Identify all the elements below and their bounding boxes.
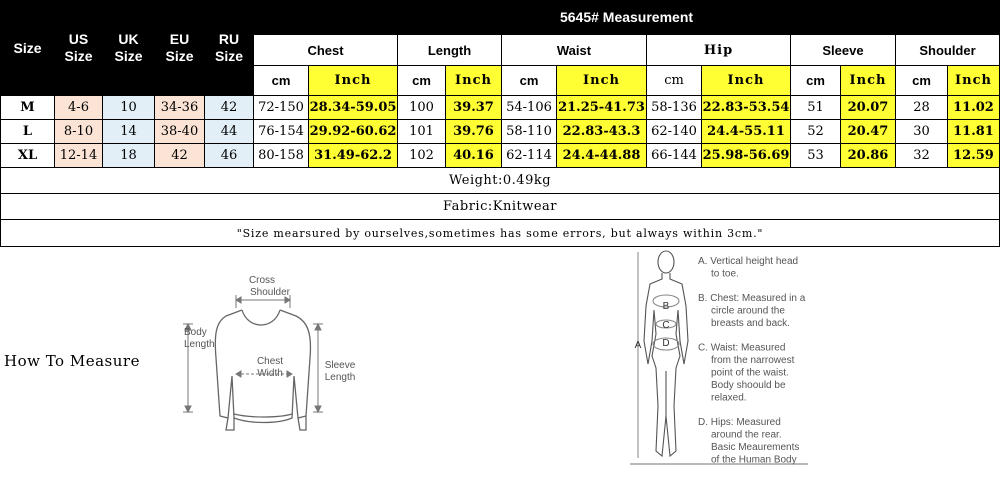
- table-row: [1, 144, 1000, 168]
- cell-uk: 10: [103, 96, 155, 120]
- body-note-line: around the rear.: [711, 429, 782, 441]
- cell-hip-cm: 58-136: [647, 96, 702, 120]
- fabric-row: Fabric:Knitwear: [1, 194, 1000, 220]
- body-note-line: D. Hips: Measured: [698, 417, 781, 428]
- cell-sleeve-in: 20.07: [841, 96, 896, 120]
- how-to-measure-label: How To Measure: [4, 352, 140, 370]
- cell-shoulder-in: 11.02: [948, 96, 1000, 120]
- body-note-line: Basic Meaurements: [711, 442, 800, 453]
- cell-waist-cm: 62-114: [502, 144, 557, 168]
- size-note: "Size mearsured by ourselves,sometimes has some errors, but always within 3cm.": [1, 220, 1000, 247]
- cell-waist-in: 21.25-41.73: [557, 96, 647, 120]
- cell-size: M: [1, 96, 55, 120]
- chest-width-label-1: Chest: [256, 356, 284, 367]
- cell-ru: 44: [205, 120, 254, 144]
- body-notes: [698, 256, 806, 466]
- unit-cm-header: cm: [502, 66, 557, 96]
- cell-shoulder-in: 12.59: [948, 144, 1000, 168]
- cell-eu: 34-36: [155, 96, 205, 120]
- us-size-header: US Size: [55, 1, 103, 96]
- size-header: Size: [1, 1, 55, 96]
- sweater-dimension-lines: [183, 295, 323, 412]
- cell-chest-in: 31.49-62.2: [309, 144, 398, 168]
- unit-cm-header: cm: [896, 66, 948, 96]
- unit-cm-header: cm: [791, 66, 841, 96]
- cell-ru: 42: [205, 96, 254, 120]
- cell-waist-cm: 54-106: [502, 96, 557, 120]
- cell-waist-in: 22.83-43.3: [557, 120, 647, 144]
- cell-length-in: 39.76: [446, 120, 502, 144]
- cell-waist-in: 24.4-44.88: [557, 144, 647, 168]
- sleeve-length-label-1: Sleeve: [324, 360, 356, 371]
- cross-shoulder-label-2: Shoulder: [249, 287, 291, 298]
- unit-inch-header: Inch: [702, 66, 791, 96]
- marker-d: D: [662, 338, 670, 349]
- ru-size-header: RU Size: [205, 1, 254, 96]
- cell-size: XL: [1, 144, 55, 168]
- cell-length-cm: 100: [398, 96, 446, 120]
- unit-inch-header: Inch: [841, 66, 896, 96]
- cell-chest-cm: 72-150: [254, 96, 309, 120]
- cell-hip-cm: 62-140: [647, 120, 702, 144]
- body-note-line: circle around the: [711, 305, 785, 317]
- cell-sleeve-cm: 51: [791, 96, 841, 120]
- body-note-line: of the Human Body: [711, 454, 797, 466]
- cell-waist-cm: 58-110: [502, 120, 557, 144]
- group-header-hip: Hip: [647, 35, 791, 66]
- unit-inch-header: Inch: [446, 66, 502, 96]
- body-note-line: C. Waist: Measured: [698, 342, 786, 354]
- unit-inch-header: Inch: [948, 66, 1000, 96]
- cell-size: L: [1, 120, 55, 144]
- cell-eu: 42: [155, 144, 205, 168]
- cell-uk: 14: [103, 120, 155, 144]
- cell-us: 4-6: [55, 96, 103, 120]
- eu-size-header: EU Size: [155, 1, 205, 96]
- cell-length-in: 40.16: [446, 144, 502, 168]
- body-note-line: from the narrowest: [711, 355, 795, 366]
- body-note-line: A. Vertical height head: [698, 256, 799, 267]
- weight-row: Weight:0.49kg: [1, 168, 1000, 194]
- cell-shoulder-cm: 32: [896, 144, 948, 168]
- marker-a: A: [634, 340, 642, 351]
- group-header-chest: Chest: [254, 35, 398, 66]
- cell-shoulder-in: 11.81: [948, 120, 1000, 144]
- cell-ru: 46: [205, 144, 254, 168]
- cell-us: 12-14: [55, 144, 103, 168]
- unit-inch-header: Inch: [557, 66, 647, 96]
- body-measure-diagram: [622, 246, 822, 468]
- table-row: [1, 120, 1000, 144]
- cell-uk: 18: [103, 144, 155, 168]
- cell-chest-cm: 80-158: [254, 144, 309, 168]
- unit-cm-header: cm: [647, 66, 702, 96]
- unit-inch-header: Inch: [309, 66, 398, 96]
- cross-shoulder-label-1: Cross: [248, 275, 276, 286]
- marker-b: B: [662, 301, 670, 312]
- sleeve-length-label-2: Length: [324, 372, 356, 383]
- group-header-shoulder: Shoulder: [896, 35, 1000, 66]
- body-note-line: relaxed.: [711, 392, 747, 404]
- cell-shoulder-cm: 28: [896, 96, 948, 120]
- cell-sleeve-cm: 53: [791, 144, 841, 168]
- cell-hip-cm: 66-144: [647, 144, 702, 168]
- human-figure: [644, 251, 688, 456]
- unit-cm-header: cm: [254, 66, 309, 96]
- body-note-line: breasts and back.: [711, 318, 790, 329]
- cell-shoulder-cm: 30: [896, 120, 948, 144]
- cell-length-cm: 102: [398, 144, 446, 168]
- cell-hip-in: 22.83-53.54: [702, 96, 791, 120]
- cell-hip-in: 25.98-56.69: [702, 144, 791, 168]
- cell-hip-in: 24.4-55.11: [702, 120, 791, 144]
- cell-length-in: 39.37: [446, 96, 502, 120]
- cell-sleeve-in: 20.86: [841, 144, 896, 168]
- sweater-measure-diagram: [170, 268, 370, 443]
- body-length-label-2: Length: [184, 339, 215, 350]
- cell-chest-cm: 76-154: [254, 120, 309, 144]
- group-header-sleeve: Sleeve: [791, 35, 896, 66]
- cell-eu: 38-40: [155, 120, 205, 144]
- body-length-label-1: Body: [184, 327, 207, 338]
- chest-width-label-2: Width: [257, 368, 283, 379]
- body-note-line: B. Chest: Measured in a: [698, 293, 806, 304]
- table-row: [1, 96, 1000, 120]
- uk-size-header: UK Size: [103, 1, 155, 96]
- cell-chest-in: 29.92-60.62: [309, 120, 398, 144]
- marker-c: C: [662, 320, 670, 331]
- body-note-line: point of the waist.: [711, 367, 789, 379]
- cell-sleeve-in: 20.47: [841, 120, 896, 144]
- cell-sleeve-cm: 52: [791, 120, 841, 144]
- unit-cm-header: cm: [398, 66, 446, 96]
- cell-length-cm: 101: [398, 120, 446, 144]
- group-header-length: Length: [398, 35, 502, 66]
- body-note-line: Body shoould be: [711, 380, 786, 391]
- body-note-line: to toe.: [711, 268, 739, 280]
- cell-us: 8-10: [55, 120, 103, 144]
- group-header-waist: Waist: [502, 35, 647, 66]
- cell-chest-in: 28.34-59.05: [309, 96, 398, 120]
- measurement-title: 5645# Measurement: [254, 1, 1000, 35]
